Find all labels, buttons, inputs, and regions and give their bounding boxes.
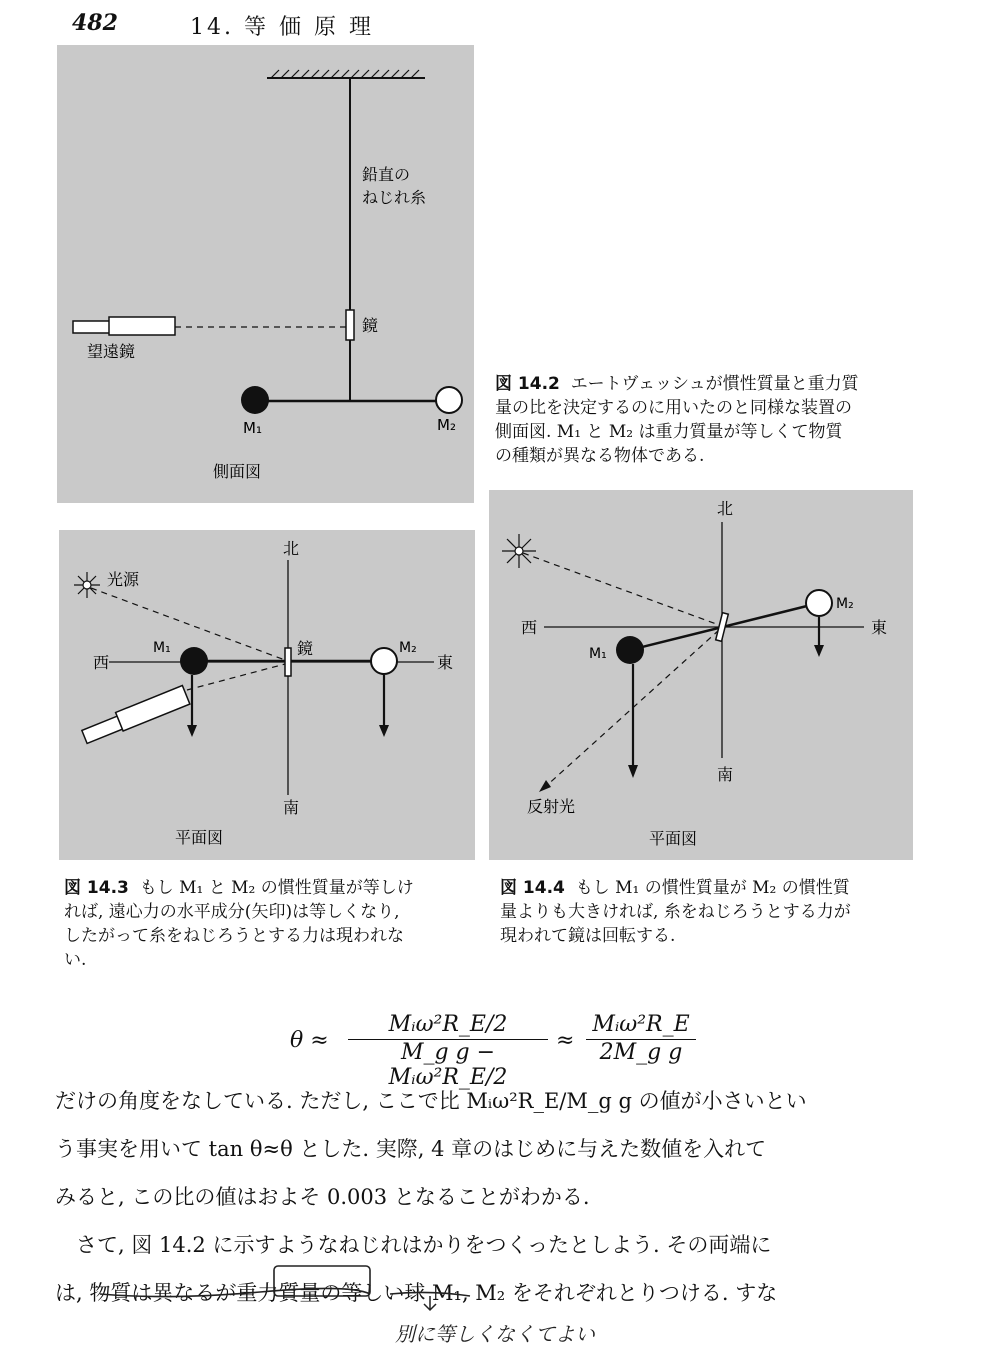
fig-14-4-caption: 図 14.4 もし M₁ の慣性質量が M₂ の慣性質 量よりも大きければ, 糸をねじろうとする力が 現われて鏡は回転する. [500,878,851,946]
north-label: 北 [717,499,734,518]
source-label: 光源 [107,570,140,589]
equation [290,1012,720,1090]
body-line: は, 物質は異なるが重力質量の等しい球 M₁, M₂ をそれぞれとりつける. すな [55,1281,778,1305]
m2-label: M₂ [437,416,456,434]
west-label: 西 [521,618,538,637]
force-arrow-m2 [379,725,389,737]
telescope [109,317,175,335]
body-line: みると, この比の値はおよそ 0.003 となることがわかる. [55,1185,590,1209]
equation-fraction-2 [586,1012,696,1065]
equation-denominator-1: M_g g − Mᵢω²R_E/2 [388,1040,508,1090]
m1-label: M₁ [153,640,171,656]
mirror-label: 鏡 [297,639,314,658]
mass-m1 [180,647,208,675]
handwritten-note: 別に等しくなくてよい [395,1322,595,1346]
fig-14-2-side-view [57,45,474,503]
equation-denominator-2: 2M_g g [599,1040,683,1065]
light-source-icon [502,534,536,568]
force-arrow-m2 [814,645,824,657]
mirror [346,310,354,340]
m1-label: M₁ [243,419,262,437]
mirror [285,648,291,676]
mass-m1 [616,636,644,664]
fig-14-4-plan-view [489,490,913,860]
m2-label: M₂ [836,596,854,612]
fiber-label-2: ねじれ糸 [362,188,427,207]
body-line: だけの角度をなしている. ただし, ここで比 Mᵢω²R_E/M_g g の値が小さいとい [55,1089,807,1113]
caption-number: 図 14.2 [495,374,560,394]
south-label: 南 [717,765,734,784]
fig-14-3-plan-view [59,530,475,860]
equation-lhs: θ ≈ [290,1028,329,1053]
telescope-label: 望遠鏡 [87,342,136,361]
equation-numerator-2: Mᵢω²R_E [586,1012,696,1040]
force-arrow-m1 [187,725,197,737]
fig-14-3-caption: 図 14.3 もし M₁ と M₂ の慣性質量が等しけ れば, 遠心力の水平成分(矢印)は等しくなり, したがって糸をねじろうとする力は現われな い. [64,878,414,970]
force-arrow-m1 [628,765,638,778]
body-line: う事実を用いて tan θ≈θ とした. 実際, 4 章のはじめに与えた数値を入れて [55,1137,767,1161]
reflected-label: 反射光 [527,797,576,816]
view-label: 側面図 [213,462,262,481]
mass-m2 [371,648,397,674]
fig-14-2-caption: 図 14.2 エートヴェッシュが慣性質量と重力質 量の比を決定するのに用いたのと同様な装置の 側面図. M₁ と M₂ は重力質量が等しくて物質 の種類が異なる物体である. [495,374,859,466]
north-label: 北 [283,539,300,558]
handwritten-underline [90,1262,690,1312]
view-label: 平面図 [175,828,224,847]
fiber-label: 鉛直の [362,165,411,184]
mass-m1 [241,386,269,414]
m2-label: M₂ [399,640,417,656]
m1-label: M₁ [589,646,607,662]
caption-number: 図 14.4 [500,878,565,898]
chapter-title: 14. 等 価 原 理 [190,15,374,40]
mirror-label: 鏡 [362,316,379,335]
mass-m2 [806,590,832,616]
page-number: 482 [72,10,118,36]
light-source-icon [74,572,100,598]
mass-m2 [436,387,462,413]
equation-numerator-1: Mᵢω²R_E/2 [348,1012,548,1040]
caption-number: 図 14.3 [64,878,129,898]
east-label: 東 [871,618,888,637]
telescope [80,686,189,746]
west-label: 西 [93,653,110,672]
south-label: 南 [283,798,300,817]
body-line: さて, 図 14.2 に示すようなねじれはかりをつくったとしよう. その両端に [55,1233,772,1257]
east-label: 東 [437,653,454,672]
equation-approx: ≈ [556,1028,575,1053]
view-label: 平面図 [649,829,698,848]
